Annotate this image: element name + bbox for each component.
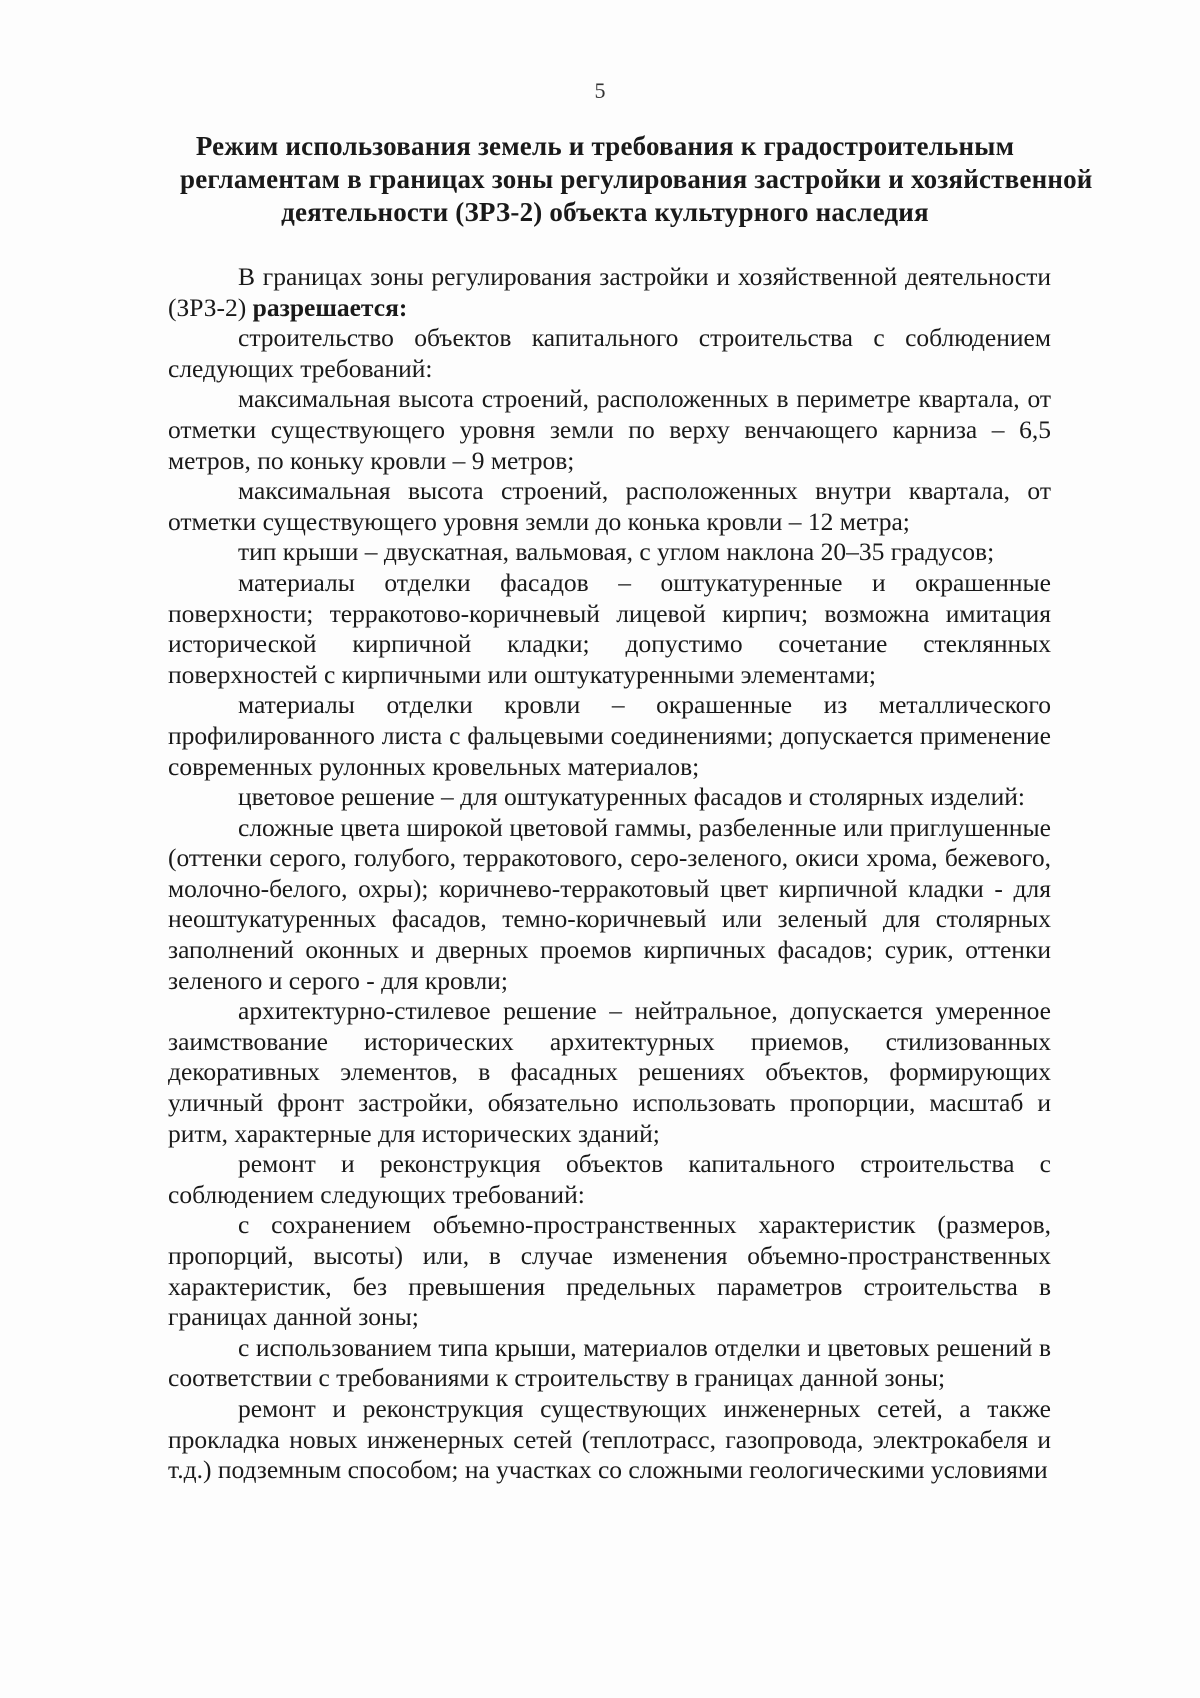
body-paragraph: ремонт и реконструкция объектов капитального строительства с соблюдением следующих требований: [168, 1149, 1051, 1209]
heading-line: деятельности (ЗРЗ-2) объекта культурного наследия [281, 197, 929, 227]
body-paragraph: ремонт и реконструкция существующих инженерных сетей, а также прокладка новых инженерных сетей (теплотрасс, газопровода, электрокабеля и т.д.) подземным способом; на участках со сложными геологическими условиями [168, 1393, 1051, 1485]
body-paragraph: цветовое решение – для оштукатуренных фасадов и столярных изделий: [238, 782, 1026, 812]
body-paragraph: максимальная высота строений, расположенных в периметре квартала, от отметки существующего уровня земли по верху венчающего карниза – 6,5 метров, по коньку кровли – 9 метров; [168, 384, 1051, 475]
heading-line: Режим использования земель и требования к градостроительным [195, 131, 1015, 161]
intro-paragraph [168, 262, 1051, 323]
body-paragraph: с использованием типа крыши, материалов отделки и цветовых решений в соответствии с требованиями к строительству в границах данной зоны; [168, 1332, 1051, 1393]
body-paragraph: с сохранением объемно-пространственных характеристик (размеров, пропорций, высоты) или, в случае изменения объемно-пространственных характеристик, без превышения предельных параметров строительства в границах данной зоны; [168, 1210, 1051, 1332]
body-paragraph: максимальная высота строений, расположенных внутри квартала, от отметки существующего уровня земли до конька кровли – 12 метра; [168, 476, 1051, 536]
intro-text: В границах зоны регулирования застройки и хозяйственной деятельности (ЗРЗ-2) [168, 262, 1051, 322]
document-body [168, 262, 1051, 1486]
body-paragraph: строительство объектов капитального строительства с соблюдением следующих требований: [168, 323, 1051, 383]
document-heading [180, 130, 1093, 229]
body-paragraph: сложные цвета широкой цветовой гаммы, разбеленные или приглушенные (оттенки серого, голубого, терракотового, серо-зеленого, окиси хрома, бежевого, молочно-белого, охры); коричнево-терракотовый цвет кирпичной кладки - для неоштукатуренных фасадов, темно-коричневый или зеленый для столярных заполнений оконных и дверных проемов кирпичных фасадов; сурик, оттенки зеленого и серого - для кровли; [168, 812, 1051, 995]
intro-bold: разрешается: [252, 292, 408, 322]
body-paragraph: архитектурно-стилевое решение – нейтральное, допускается умеренное заимствование исторических архитектурных приемов, стилизованных декоративных элементов, в фасадных решениях объектов, формирующих уличный фронт застройки, обязательно использовать пропорции, масштаб и ритм, характерные для исторических зданий; [168, 996, 1051, 1148]
body-paragraph: тип крыши – двускатная, вальмовая, с углом наклона 20–35 градусов; [238, 537, 995, 567]
body-paragraph: материалы отделки фасадов – оштукатуренные и окрашенные поверхности; терракотово-коричневый лицевой кирпич; возможна имитация исторической кирпичной кладки; допустимо сочетание стеклянных поверхностей с кирпичными или оштукатуренными элементами; [168, 567, 1051, 689]
page-number: 5 [594, 78, 606, 103]
heading-line: регламентам в границах зоны регулирования застройки и хозяйственной [180, 164, 1093, 194]
body-paragraph: материалы отделки кровли – окрашенные из металлического профилированного листа с фальцевыми соединениями; допускается применение современных рулонных кровельных материалов; [168, 690, 1051, 781]
